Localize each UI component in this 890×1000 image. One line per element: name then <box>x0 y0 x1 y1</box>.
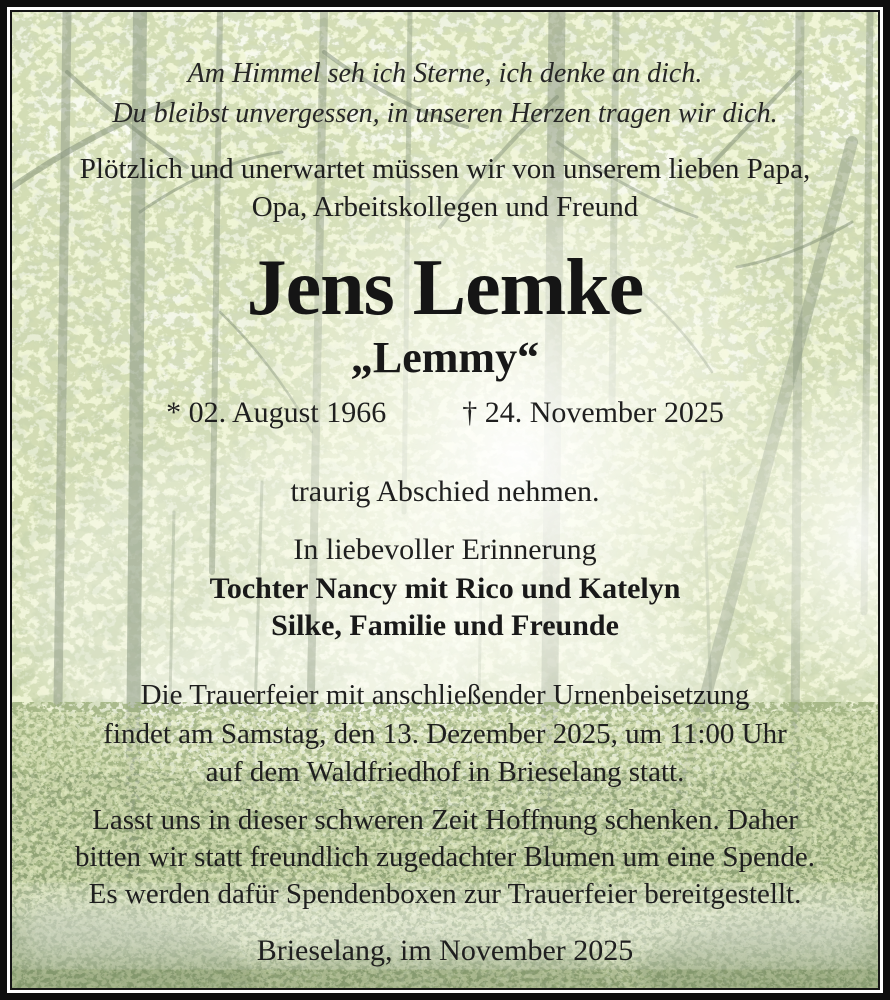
service-details <box>12 676 878 792</box>
donation-request <box>12 802 878 913</box>
closing-line: Brieselang, im November 2025 <box>256 934 634 967</box>
service-line-1: Die Trauerfeier mit anschließender Urnenbeisetzung <box>140 679 750 711</box>
deceased-nickname: „Lemmy“ <box>350 333 540 382</box>
inner-white-frame-line <box>7 7 883 993</box>
deceased-name: Jens Lemke <box>246 244 644 332</box>
donation-line-2: bitten wir statt freundlich zugedachter Blumen um eine Spende. <box>74 841 816 873</box>
donation-line-3: Es werden dafür Spendenboxen zur Trauerfeier bereitgestellt. <box>88 878 802 910</box>
intro-line-1: Plötzlich und unerwartet müssen wir von unserem lieben Papa, <box>79 153 811 185</box>
obituary-text-layer <box>12 12 878 988</box>
service-line-2: findet am Samstag, den 13. Dezember 2025, um 11:00 Uhr <box>103 717 787 750</box>
epigraph-line-1: Am Himmel seh ich Sterne, ich denke an dich. <box>187 58 703 89</box>
epigraph-line-2: Du bleibst unvergessen, in unseren Herzen tragen wir dich. <box>112 98 778 129</box>
mourners <box>12 570 878 644</box>
mourners-line-1: Tochter Nancy mit Rico und Katelyn <box>209 572 681 605</box>
birth-date: * 02. August 1966 <box>166 396 387 429</box>
obituary-card <box>10 10 880 990</box>
epigraph <box>12 54 878 134</box>
farewell-line: traurig Abschied nehmen. <box>290 475 600 508</box>
intro-line-2: Opa, Arbeitskollegen und Freund <box>251 191 639 223</box>
mourners-line-2: Silke, Familie und Freunde <box>271 609 619 642</box>
intro-paragraph <box>12 150 878 226</box>
donation-line-1: Lasst uns in dieser schweren Zeit Hoffnung schenken. Daher <box>92 804 798 836</box>
remembrance-heading: In liebevoller Erinnerung <box>293 533 597 566</box>
death-date: † 24. November 2025 <box>462 396 724 429</box>
service-line-3: auf dem Waldfriedhof in Brieselang statt. <box>205 756 685 788</box>
life-dates <box>12 396 878 430</box>
